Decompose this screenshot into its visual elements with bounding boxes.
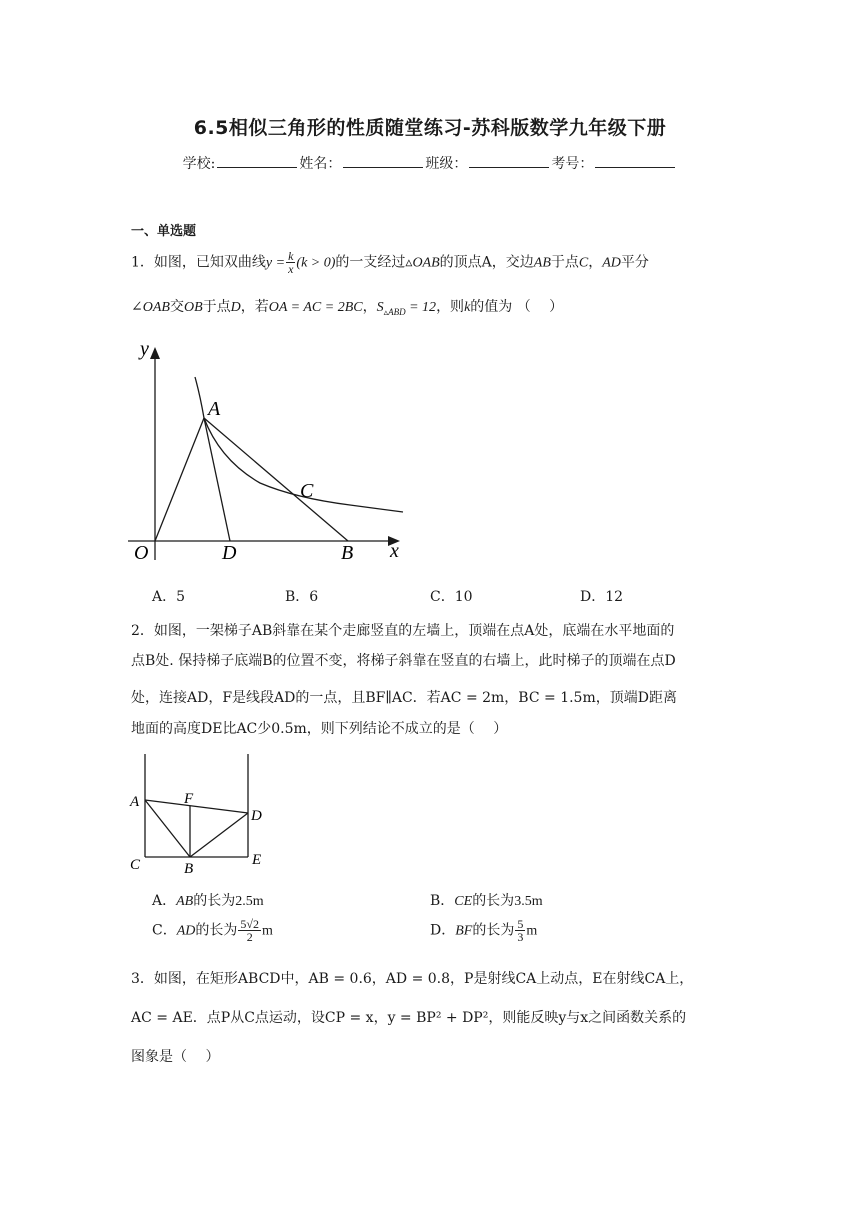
student-info-line — [0, 153, 860, 173]
q1-text: 的顶点A，交边 — [439, 254, 534, 271]
q2-option-a[interactable] — [152, 890, 264, 910]
name-blank[interactable] — [343, 155, 423, 168]
class-label: 班级： — [425, 156, 468, 172]
label-y: y — [140, 338, 149, 360]
frac-den: 2 — [246, 930, 253, 944]
option-math: BF — [455, 923, 473, 939]
exam-no-label: 考号： — [551, 156, 594, 172]
section-title: 一、单选题 — [131, 224, 197, 239]
q2-option-d[interactable] — [430, 918, 537, 943]
q3-line: AC = AE．点P从C点运动，设CP = x，y = BP² + DP²，则能反映y与x之间函数关系的 — [131, 1010, 687, 1026]
q1-line1 — [131, 250, 649, 275]
q2-option-c[interactable] — [152, 918, 273, 943]
page-title: 6.5相似三角形的性质随堂练习-苏科版数学九年级下册 — [193, 117, 667, 139]
q1-text: 的一支经过 — [335, 254, 406, 271]
option-unit: m — [261, 923, 273, 939]
q1-figure — [120, 335, 420, 570]
q1-math: D — [230, 300, 241, 315]
q1-option-c[interactable]: C．10 — [430, 589, 473, 605]
hyperbola-curve — [195, 377, 403, 512]
label-c: C — [300, 480, 314, 502]
q1-frac-den: x — [288, 262, 294, 276]
ladder-ab — [145, 800, 190, 857]
q1-text: 如图，已知双曲线 — [153, 254, 266, 271]
option-text: 的长为 — [193, 893, 236, 909]
option-unit: m — [526, 923, 538, 939]
q1-text: 平分 — [620, 254, 649, 271]
q3-line: 图象是（ ） — [131, 1049, 220, 1065]
q1-math: AD — [602, 255, 621, 271]
label-b: B — [184, 861, 194, 877]
option-math: CE — [454, 894, 473, 909]
q1-math: C — [578, 255, 589, 271]
option-math: AB — [176, 894, 194, 909]
option-text: 的长为 — [195, 922, 238, 939]
label-x: x — [390, 540, 399, 562]
q1-fraction — [286, 250, 295, 275]
option-label: A． — [152, 893, 177, 909]
q1-text: ，若 — [240, 299, 269, 315]
option-label: D． — [430, 922, 456, 939]
option-value: 2.5m — [235, 894, 264, 909]
q1-math: k — [464, 300, 471, 315]
label-c: C — [130, 857, 141, 873]
option-text: 的长为 — [472, 922, 515, 939]
q1-option-b[interactable]: B．6 — [285, 589, 319, 605]
q1-option-d[interactable]: D．12 — [580, 589, 624, 605]
q1-math: ▵ABD — [383, 306, 406, 317]
q1-text: 交 — [169, 299, 184, 315]
q2-option-b[interactable] — [430, 890, 543, 910]
option-fraction — [515, 918, 525, 943]
label-d: D — [222, 542, 237, 564]
option-value: 3.5m — [514, 894, 543, 909]
q1-math: OA = AC = 2BC — [268, 300, 363, 315]
q1-text: ， — [362, 299, 377, 315]
q1-text: ， — [588, 254, 603, 271]
frac-num: 5√2 — [240, 917, 259, 931]
q1-math: ▵OAB — [405, 255, 440, 271]
q1-text: 的值为 （ ） — [470, 299, 564, 315]
frac-num: 5 — [517, 917, 524, 931]
ladder-bd — [190, 813, 248, 857]
q1-math: OB — [183, 300, 203, 315]
q2-line: 处，连接AD，F是线段AD的一点，且BF∥AC．若AC = 2m，BC = 1.5m，顶端D距离 — [131, 690, 677, 706]
q1-line2 — [131, 297, 563, 322]
y-axis-arrow — [150, 347, 160, 359]
frac-den: 3 — [517, 930, 524, 944]
school-blank[interactable] — [217, 155, 297, 168]
option-label: B． — [430, 893, 455, 909]
class-blank[interactable] — [469, 155, 549, 168]
q1-cond: (k > 0) — [296, 255, 336, 271]
option-fraction — [238, 918, 261, 943]
q3-line: 3．如图，在矩形ABCD中，AB = 0.6，AD = 0.8，P是射线CA上动点，E在射线CA上， — [131, 971, 694, 987]
q1-math: AB — [533, 255, 551, 271]
q1-text: 于点 — [202, 299, 231, 315]
school-label: 学校: — [182, 156, 216, 172]
q1-option-a[interactable]: A．5 — [152, 589, 186, 605]
label-o: O — [134, 542, 149, 564]
q2-line: 点B处. 保持梯子底端B的位置不变，将梯子斜靠在竖直的右墙上，此时梯子的顶端在点D — [131, 653, 676, 669]
q1-math: ∠OAB — [131, 300, 170, 315]
segment-oa — [155, 418, 204, 541]
option-label: C． — [152, 922, 177, 939]
q1-math: S — [376, 300, 384, 315]
q2-figure — [126, 752, 276, 877]
label-b: B — [341, 542, 354, 564]
q2-line: 地面的高度DE比AC少0.5m，则下列结论不成立的是（ ） — [131, 721, 508, 737]
label-a: A — [208, 398, 221, 420]
q1-math: y = — [265, 255, 286, 271]
option-math: AD — [176, 923, 196, 939]
name-label: 姓名： — [299, 156, 342, 172]
option-text: 的长为 — [472, 893, 515, 909]
label-f: F — [184, 791, 194, 807]
q2-line: 2．如图，一架梯子AB斜靠在某个走廊竖直的左墙上，顶端在点A处，底端在水平地面的 — [131, 623, 675, 639]
q1-text: ，则 — [436, 299, 465, 315]
label-e: E — [252, 852, 262, 868]
q1-math: = 12 — [405, 300, 437, 315]
segment-ad — [145, 800, 248, 813]
label-d: D — [251, 808, 262, 824]
q1-text: 于点 — [550, 254, 579, 271]
q1-frac-num: k — [288, 249, 294, 263]
label-a: A — [130, 794, 140, 810]
q1-number: 1． — [131, 254, 154, 271]
exam-no-blank[interactable] — [595, 155, 675, 168]
